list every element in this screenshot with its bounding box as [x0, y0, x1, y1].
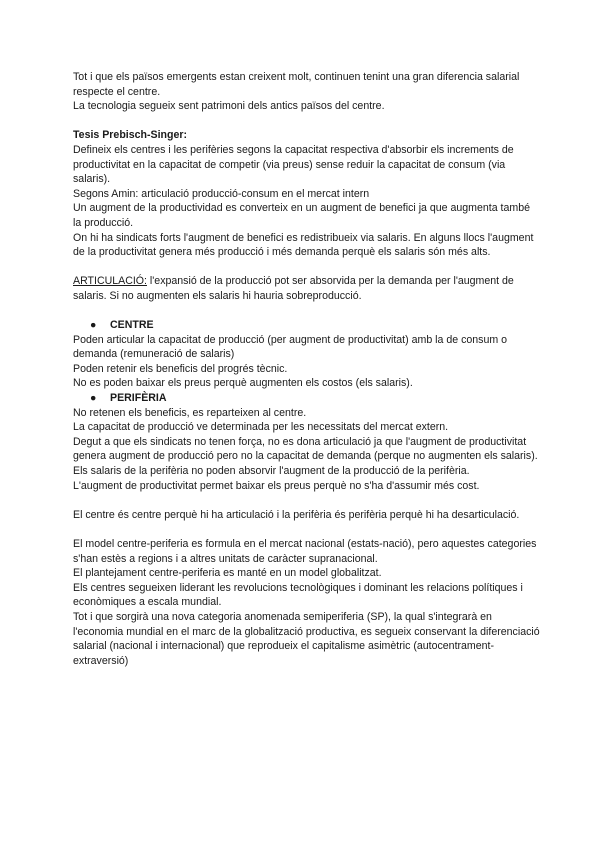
paragraph: La tecnologia segueix sent patrimoni dels antics països del centre.	[73, 100, 385, 113]
paragraph: Poden retenir els beneficis del progrés tècnic.	[73, 362, 288, 375]
paragraph: Degut a que els sindicats no tenen força, no es dona articulació ja que l'augment de productivitat genera augment de producció pero no la capacitat de demanda (perque no augmenten els salaris). Els salaris de la perifèria no poden absorvir l'augment de la producció de la perifèria.	[73, 435, 538, 478]
paragraph: Tot i que els països emergents estan creixent molt, continuen tenint una gran diferencia salarial respecte el centre.	[73, 71, 520, 98]
articulacio-definition: l'expansió de la producció pot ser absorvida per la demanda per l'augment de salaris. Si no augmenten els salaris hi hauria sobreproducció.	[73, 275, 514, 302]
bullet-label: CENTRE	[110, 319, 154, 332]
bullet-periferia	[73, 391, 540, 406]
articulacio-term: ARTICULACIÓ:	[73, 275, 147, 288]
paragraph: On hi ha sindicats forts l'augment de benefici es redistribueix via salaris. En alguns llocs l'augment de la productivitat genera més producció i més demanda perquè els salaris són més alts.	[73, 231, 534, 259]
paragraph: La capacitat de producció ve determinada per les necessitats del mercat extern.	[73, 421, 449, 434]
bullet-centre	[73, 318, 540, 333]
paragraph: Poden articular la capacitat de producció (per augment de productivitat) amb la de consum o demanda (remuneració de salaris)	[73, 333, 507, 361]
paragraph: No es poden baixar els preus perquè augmenten els costos (els salaris).	[73, 377, 413, 390]
paragraph: Tot i que sorgirà una nova categoria anomenada semiperiferia (SP), la qual s'integrarà en l'economia mundial en el marc de la globalització productiva, es segueix conservant la diferenciació salarial (nacional i internacional) que reprodueix el capitalisme asimètric (autocentrament-extraversió)	[73, 610, 540, 667]
paragraph: Defineix els centres i les perifèries segons la capacitat respectiva d'absorbir els increments de productivitat en la capacitat de competir (via preus) sense reduir la capacitat de consum (via salaris).	[73, 143, 514, 186]
paragraph: El centre és centre perquè hi ha articulació i la perifèria és perifèria perquè hi ha desarticulació.	[73, 508, 520, 521]
paragraph: Els centres segueixen liderant les revolucions tecnològiques i dominant les relacions polítiques i econòmiques a escala mundial.	[73, 581, 523, 609]
bullet-dot-icon: ●	[90, 392, 97, 405]
paragraph: El model centre-periferia es formula en el mercat nacional (estats-nació), pero aquestes categories s'han estès a regions i a altres unitats de caràcter supranacional.	[73, 538, 537, 565]
paragraph: L'augment de productivitat permet baixar els preus perquè no s'ha d'assumir més cost.	[73, 479, 480, 492]
bullet-label: PERIFÈRIA	[110, 392, 167, 405]
articulacio-paragraph	[73, 274, 540, 303]
paragraph: Un augment de la productividad es converteix en un augment de benefici ja que augmenta també la producció.	[73, 202, 531, 229]
paragraph: No retenen els beneficis, es reparteixen al centre.	[73, 406, 307, 419]
paragraph: Segons Amin: articulació producció-consum en el mercat intern	[73, 187, 370, 200]
section-heading: Tesis Prebisch-Singer:	[73, 129, 188, 142]
paragraph: El plantejament centre-periferia es manté en un model globalitzat.	[73, 567, 382, 580]
bullet-dot-icon: ●	[90, 319, 97, 332]
